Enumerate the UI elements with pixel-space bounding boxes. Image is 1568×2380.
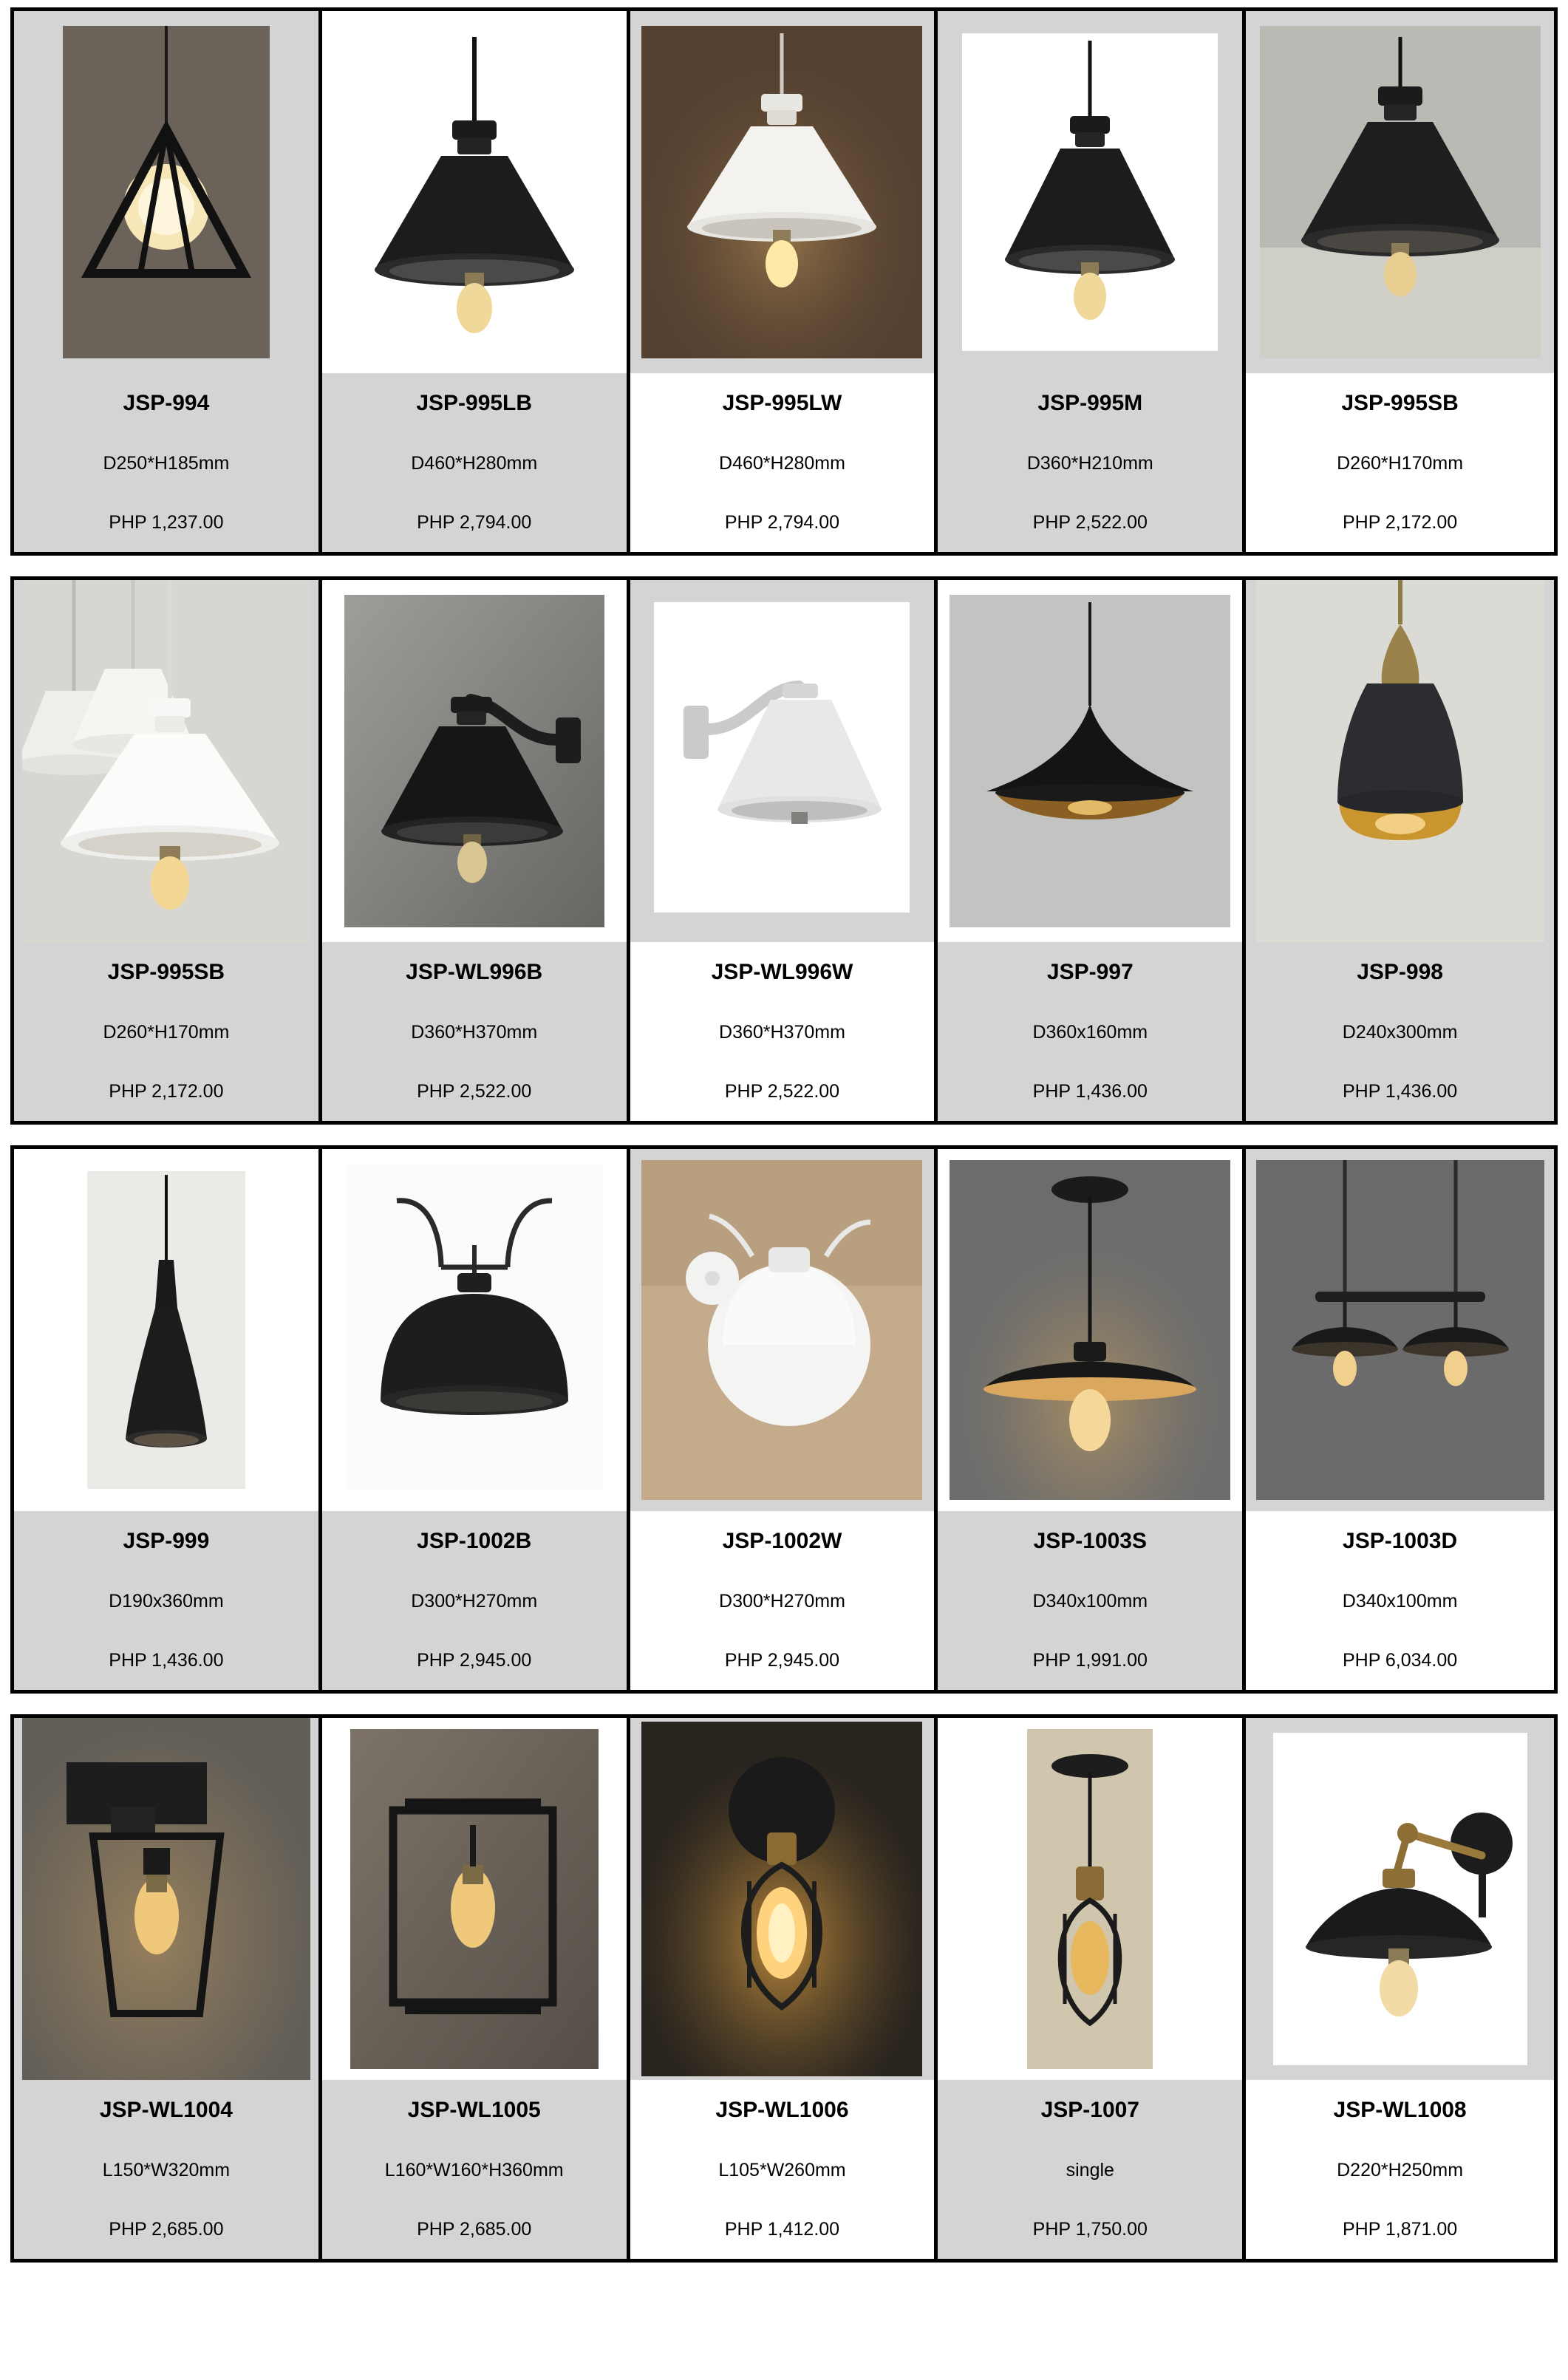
- product-cell[interactable]: [630, 11, 938, 552]
- product-price: PHP 1,436.00: [1246, 1062, 1554, 1121]
- product-cell[interactable]: [322, 580, 630, 1121]
- product-image-black-barn-dome-pendant-lamp: [322, 11, 627, 373]
- product-code: JSP-WL996B: [322, 942, 627, 1003]
- catalog-row: [10, 576, 1558, 1125]
- product-dimensions: D340x100mm: [1246, 1572, 1554, 1631]
- product-code: JSP-995SB: [1246, 373, 1554, 434]
- product-code: JSP-995LW: [630, 373, 935, 434]
- product-cell[interactable]: [1246, 580, 1554, 1121]
- product-code: JSP-WL1006: [630, 2080, 935, 2141]
- product-cell[interactable]: [630, 1718, 938, 2259]
- product-price: PHP 2,794.00: [630, 493, 935, 552]
- product-cell[interactable]: [1246, 11, 1554, 552]
- product-code: JSP-995SB: [14, 942, 318, 1003]
- product-dimensions: D340x100mm: [938, 1572, 1242, 1631]
- product-code: JSP-1002W: [630, 1511, 935, 1572]
- product-cell[interactable]: [938, 1718, 1246, 2259]
- product-dimensions: L150*W320mm: [14, 2141, 318, 2200]
- product-cell[interactable]: [14, 11, 322, 552]
- product-price: PHP 2,522.00: [938, 493, 1242, 552]
- product-image-black-wide-cone-pendant-lamp: [938, 580, 1242, 942]
- product-dimensions: L105*W260mm: [630, 2141, 935, 2200]
- product-code: JSP-WL996W: [630, 942, 935, 1003]
- product-dimensions: D300*H270mm: [630, 1572, 935, 1631]
- product-code: JSP-998: [1246, 942, 1554, 1003]
- product-price: PHP 2,522.00: [322, 1062, 627, 1121]
- product-price: PHP 2,945.00: [630, 1631, 935, 1690]
- catalog-row: [10, 7, 1558, 556]
- product-dimensions: D220*H250mm: [1246, 2141, 1554, 2200]
- product-cell[interactable]: [14, 1718, 322, 2259]
- product-price: PHP 1,436.00: [938, 1062, 1242, 1121]
- product-image-white-glass-globe-pendant-lamp: [630, 1149, 935, 1511]
- product-cell[interactable]: [14, 580, 322, 1121]
- product-cell[interactable]: [322, 11, 630, 552]
- product-cell[interactable]: [1246, 1149, 1554, 1690]
- product-price: PHP 1,750.00: [938, 2200, 1242, 2259]
- product-price: PHP 2,172.00: [14, 1062, 318, 1121]
- product-code: JSP-1002B: [322, 1511, 627, 1572]
- product-image-white-gooseneck-wall-lamp: [630, 580, 935, 942]
- product-cell[interactable]: [322, 1149, 630, 1690]
- product-image-black-tall-cone-pendant-lamp: [14, 1149, 318, 1511]
- product-image-black-medium-barn-pendant-lamp: [938, 11, 1242, 373]
- product-code: JSP-994: [14, 373, 318, 434]
- catalog-row: [10, 1145, 1558, 1694]
- product-dimensions: D260*H170mm: [1246, 434, 1554, 493]
- product-dimensions: D360*H370mm: [630, 1003, 935, 1062]
- product-cell[interactable]: [1246, 1718, 1554, 2259]
- product-price: PHP 2,685.00: [322, 2200, 627, 2259]
- product-image-black-gooseneck-wall-lamp: [322, 580, 627, 942]
- product-dimensions: D300*H270mm: [322, 1572, 627, 1631]
- product-dimensions: D360*H370mm: [322, 1003, 627, 1062]
- product-image-black-small-barn-pendant-lamp: [1246, 11, 1554, 373]
- product-dimensions: D240x300mm: [1246, 1003, 1554, 1062]
- product-image-white-barn-pendant-trio: [14, 580, 318, 942]
- product-image-cage-edison-pendant-lamp: [938, 1718, 1242, 2080]
- product-image-black-gold-bell-pendant-lamp: [1246, 580, 1554, 942]
- product-code: JSP-WL1008: [1246, 2080, 1554, 2141]
- catalog-row: [10, 1714, 1558, 2263]
- product-price: PHP 1,436.00: [14, 1631, 318, 1690]
- product-price: PHP 1,871.00: [1246, 2200, 1554, 2259]
- product-cell[interactable]: [322, 1718, 630, 2259]
- product-price: PHP 2,945.00: [322, 1631, 627, 1690]
- product-image-cage-edison-wall-lamp: [630, 1718, 935, 2080]
- product-dimensions: D360*H210mm: [938, 434, 1242, 493]
- product-price: PHP 1,237.00: [14, 493, 318, 552]
- product-image-single-flat-saucer-pendant-lamp: [938, 1149, 1242, 1511]
- product-cell[interactable]: [938, 11, 1246, 552]
- product-cell[interactable]: [938, 580, 1246, 1121]
- product-price: PHP 2,685.00: [14, 2200, 318, 2259]
- product-cell[interactable]: [630, 580, 938, 1121]
- product-code: JSP-995LB: [322, 373, 627, 434]
- product-image-rectangular-cage-wall-lamp: [322, 1718, 627, 2080]
- product-image-black-dome-handle-pendant-lamp: [322, 1149, 627, 1511]
- product-code: JSP-1003D: [1246, 1511, 1554, 1572]
- product-code: JSP-WL1005: [322, 2080, 627, 2141]
- product-cell[interactable]: [14, 1149, 322, 1690]
- product-price: PHP 1,412.00: [630, 2200, 935, 2259]
- product-dimensions: D260*H170mm: [14, 1003, 318, 1062]
- product-code: JSP-997: [938, 942, 1242, 1003]
- product-code: JSP-WL1004: [14, 2080, 318, 2141]
- product-dimensions: D460*H280mm: [322, 434, 627, 493]
- product-dimensions: L160*W160*H360mm: [322, 2141, 627, 2200]
- product-price: PHP 6,034.00: [1246, 1631, 1554, 1690]
- product-image-double-flat-saucer-pendant-lamp: [1246, 1149, 1554, 1511]
- product-image-outdoor-lantern-wall-lamp: [14, 1718, 318, 2080]
- product-dimensions: D460*H280mm: [630, 434, 935, 493]
- product-dimensions: D250*H185mm: [14, 434, 318, 493]
- product-price: PHP 1,991.00: [938, 1631, 1242, 1690]
- product-price: PHP 2,522.00: [630, 1062, 935, 1121]
- product-cell[interactable]: [938, 1149, 1246, 1690]
- product-code: JSP-995M: [938, 373, 1242, 434]
- product-image-white-barn-dome-pendant-lamp: [630, 11, 935, 373]
- product-code: JSP-999: [14, 1511, 318, 1572]
- product-price: PHP 2,794.00: [322, 493, 627, 552]
- product-image-triangle-geometric-pendant-lamp: [14, 11, 318, 373]
- product-dimensions: single: [938, 2141, 1242, 2200]
- product-code: JSP-1007: [938, 2080, 1242, 2141]
- product-code: JSP-1003S: [938, 1511, 1242, 1572]
- product-cell[interactable]: [630, 1149, 938, 1690]
- product-image-brass-arm-cone-wall-lamp: [1246, 1718, 1554, 2080]
- product-price: PHP 2,172.00: [1246, 493, 1554, 552]
- product-dimensions: D360x160mm: [938, 1003, 1242, 1062]
- product-dimensions: D190x360mm: [14, 1572, 318, 1631]
